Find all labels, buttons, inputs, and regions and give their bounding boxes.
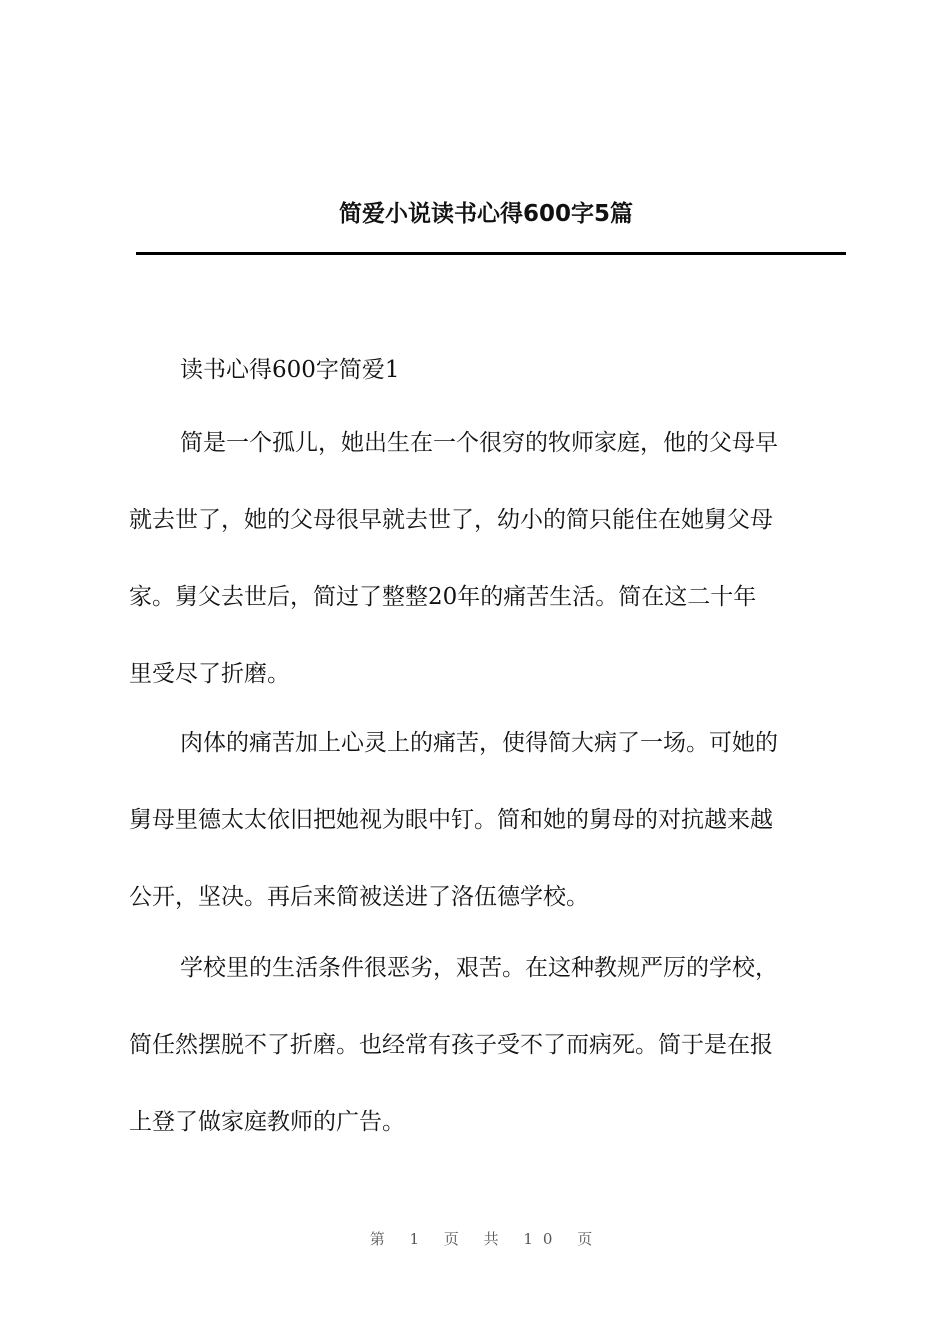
paragraph-line: 简是一个孤儿，她出生在一个很穷的牧师家庭，他的父母早 [180,430,778,456]
page-title: 简爱小说读书心得600字5篇 [338,201,633,227]
paragraph-1 [129,423,845,731]
paragraph-2 [129,723,845,954]
title-divider [136,252,846,255]
paragraph-line: 上登了做家庭教师的广告。 [129,1109,405,1135]
paragraph-line: 里受尽了折磨。 [129,661,290,687]
paragraph-line: 就去世了，她的父母很早就去世了，幼小的简只能住在她舅父母 [129,507,773,533]
paragraph-line: 家。舅父去世后，简过了整整20年的痛苦生活。简在这二十年 [129,584,757,610]
paragraph-line: 肉体的痛苦加上心灵上的痛苦，使得简大病了一场。可她的 [180,730,778,756]
paragraph-3 [129,948,845,1179]
paragraph-line: 学校里的生活条件很恶劣，艰苦。在这种教规严厉的学校， [180,955,778,981]
paragraph-line: 简任然摆脱不了折磨。也经常有孩子受不了而病死。简于是在报 [129,1032,773,1058]
paragraph-line: 公开，坚决。再后来简被送进了洛伍德学校。 [129,884,589,910]
section-heading: 读书心得600字简爱1 [180,357,400,383]
paragraph-line: 舅母里德太太依旧把她视为眼中钉。简和她的舅母的对抗越来越 [129,807,773,833]
page-footer: 第 1 页 共 10 页 [369,1230,603,1248]
